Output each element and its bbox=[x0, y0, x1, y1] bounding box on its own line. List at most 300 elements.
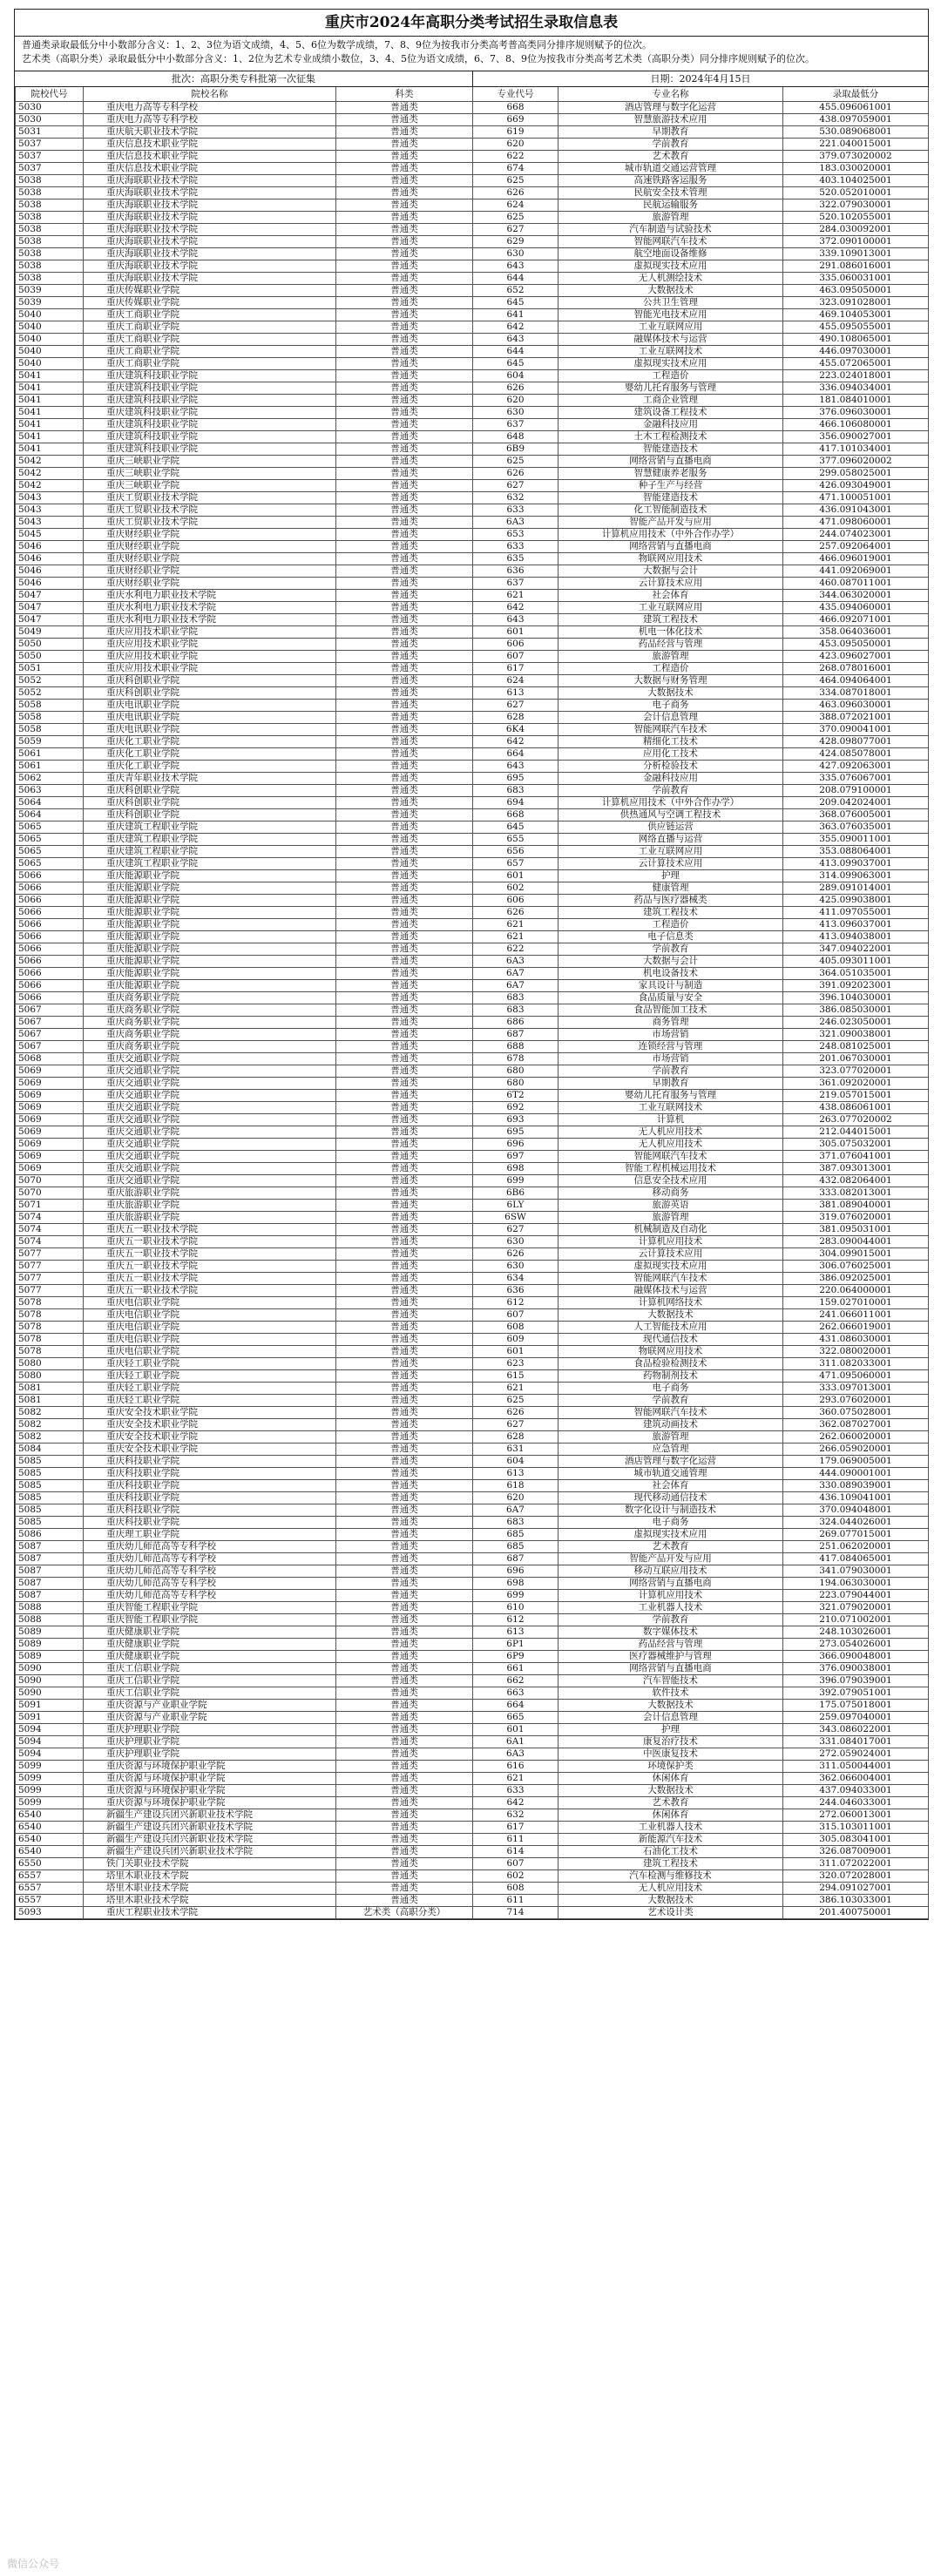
cell-school-name: 重庆轻工职业学院 bbox=[84, 1358, 336, 1370]
cell-school-code: 5042 bbox=[16, 480, 84, 492]
table-row bbox=[16, 858, 929, 870]
table-row bbox=[16, 309, 929, 321]
cell-category: 普通类 bbox=[336, 1212, 473, 1224]
cell-school-name: 重庆轻工职业学院 bbox=[84, 1370, 336, 1383]
cell-school-name: 重庆电信职业学院 bbox=[84, 1322, 336, 1334]
cell-school-code: 5069 bbox=[16, 1102, 84, 1114]
cell-category: 普通类 bbox=[336, 1444, 473, 1456]
cell-major-code: 627 bbox=[473, 1419, 559, 1431]
cell-category: 普通类 bbox=[336, 1480, 473, 1492]
cell-min-score: 241.066011001 bbox=[783, 1309, 929, 1322]
cell-major-code: 601 bbox=[473, 1724, 559, 1736]
cell-school-code: 5078 bbox=[16, 1346, 84, 1358]
cell-category: 普通类 bbox=[336, 895, 473, 907]
table-row bbox=[16, 943, 929, 956]
cell-school-code: 5051 bbox=[16, 663, 84, 675]
cell-min-score: 244.074023001 bbox=[783, 529, 929, 541]
cell-min-score: 334.087018001 bbox=[783, 687, 929, 700]
cell-school-name: 重庆电信职业学院 bbox=[84, 1334, 336, 1346]
cell-major-code: 696 bbox=[473, 1139, 559, 1151]
cell-major-code: 620 bbox=[473, 395, 559, 407]
cell-major-name: 药物制剂技术 bbox=[559, 1370, 783, 1383]
cell-category: 普通类 bbox=[336, 443, 473, 456]
cell-min-score: 336.094034001 bbox=[783, 382, 929, 395]
cell-major-name: 汽车检测与维修技术 bbox=[559, 1870, 783, 1883]
cell-major-code: 602 bbox=[473, 882, 559, 895]
cell-major-code: 613 bbox=[473, 1468, 559, 1480]
cell-school-code: 5037 bbox=[16, 151, 84, 163]
cell-min-score: 331.084017001 bbox=[783, 1736, 929, 1748]
cell-min-score: 201.400750001 bbox=[783, 1907, 929, 1919]
cell-school-code: 5082 bbox=[16, 1431, 84, 1444]
cell-major-code: 601 bbox=[473, 870, 559, 882]
cell-major-code: 698 bbox=[473, 1578, 559, 1590]
table-row bbox=[16, 1187, 929, 1200]
cell-school-code: 5080 bbox=[16, 1358, 84, 1370]
cell-category: 普通类 bbox=[336, 212, 473, 224]
cell-category: 普通类 bbox=[336, 602, 473, 614]
cell-major-name: 大数据技术 bbox=[559, 1895, 783, 1907]
cell-school-code: 5082 bbox=[16, 1419, 84, 1431]
cell-min-score: 219.057015001 bbox=[783, 1090, 929, 1102]
cell-major-name: 网络营销与直播电商 bbox=[559, 541, 783, 553]
cell-school-name: 重庆交通职业学院 bbox=[84, 1163, 336, 1175]
cell-school-code: 5067 bbox=[16, 1029, 84, 1041]
cell-category: 普通类 bbox=[336, 675, 473, 687]
cell-major-name: 婴幼儿托育服务与管理 bbox=[559, 1090, 783, 1102]
cell-school-code: 5038 bbox=[16, 175, 84, 187]
table-row bbox=[16, 1809, 929, 1822]
cell-major-code: 611 bbox=[473, 1895, 559, 1907]
cell-major-name: 智能网联汽车技术 bbox=[559, 1407, 783, 1419]
cell-school-name: 重庆能源职业学院 bbox=[84, 882, 336, 895]
cell-category: 普通类 bbox=[336, 565, 473, 578]
cell-major-name: 学前教育 bbox=[559, 1614, 783, 1626]
cell-major-name: 智能网联汽车技术 bbox=[559, 236, 783, 248]
cell-major-code: 616 bbox=[473, 1761, 559, 1773]
cell-min-score: 333.097013001 bbox=[783, 1383, 929, 1395]
cell-major-name: 药品经营与管理 bbox=[559, 1639, 783, 1651]
page-title: 重庆市2024年高职分类考试招生录取信息表 bbox=[15, 10, 928, 37]
cell-school-name: 重庆资源与产业职业学院 bbox=[84, 1700, 336, 1712]
cell-school-name: 重庆旅游职业学院 bbox=[84, 1200, 336, 1212]
cell-school-name: 重庆交通职业学院 bbox=[84, 1114, 336, 1126]
cell-school-name: 重庆建筑工程职业学院 bbox=[84, 821, 336, 834]
table-row bbox=[16, 1590, 929, 1602]
cell-major-name: 虚拟现实技术应用 bbox=[559, 1529, 783, 1541]
table-row bbox=[16, 553, 929, 565]
cell-school-name: 重庆智能工程职业学院 bbox=[84, 1614, 336, 1626]
cell-school-name: 重庆建筑科技职业学院 bbox=[84, 431, 336, 443]
cell-school-code: 5090 bbox=[16, 1663, 84, 1675]
table-row bbox=[16, 1151, 929, 1163]
cell-major-code: 663 bbox=[473, 1687, 559, 1700]
cell-min-score: 179.069005001 bbox=[783, 1456, 929, 1468]
cell-major-name: 休闲体育 bbox=[559, 1773, 783, 1785]
cell-category: 普通类 bbox=[336, 1883, 473, 1895]
cell-school-name: 重庆交通职业学院 bbox=[84, 1139, 336, 1151]
cell-min-score: 436.109041001 bbox=[783, 1492, 929, 1504]
cell-major-name: 数字媒体技术 bbox=[559, 1626, 783, 1639]
cell-min-score: 520.102055001 bbox=[783, 212, 929, 224]
cell-school-code: 5046 bbox=[16, 553, 84, 565]
cell-category: 普通类 bbox=[336, 761, 473, 773]
cell-category: 普通类 bbox=[336, 1651, 473, 1663]
cell-category: 普通类 bbox=[336, 992, 473, 1004]
cell-major-name: 应急管理 bbox=[559, 1444, 783, 1456]
table-row bbox=[16, 1370, 929, 1383]
cell-category: 普通类 bbox=[336, 931, 473, 943]
cell-major-code: 678 bbox=[473, 1053, 559, 1065]
cell-major-code: 607 bbox=[473, 651, 559, 663]
cell-major-name: 无人机应用技术 bbox=[559, 1139, 783, 1151]
cell-school-name: 重庆信息技术职业学院 bbox=[84, 139, 336, 151]
cell-school-code: 5041 bbox=[16, 370, 84, 382]
cell-school-code: 5046 bbox=[16, 541, 84, 553]
table-row bbox=[16, 297, 929, 309]
cell-school-name: 重庆轻工职业学院 bbox=[84, 1395, 336, 1407]
table-row bbox=[16, 224, 929, 236]
cell-major-code: 627 bbox=[473, 224, 559, 236]
table-row bbox=[16, 273, 929, 285]
table-row bbox=[16, 1102, 929, 1114]
cell-school-name: 重庆科技职业学院 bbox=[84, 1492, 336, 1504]
cell-category: 普通类 bbox=[336, 431, 473, 443]
cell-major-name: 现代通信技术 bbox=[559, 1334, 783, 1346]
table-row bbox=[16, 919, 929, 931]
cell-major-code: 607 bbox=[473, 1309, 559, 1322]
cell-category: 普通类 bbox=[336, 748, 473, 761]
cell-major-name: 计算机应用技术（中外合作办学） bbox=[559, 529, 783, 541]
cell-major-code: 621 bbox=[473, 590, 559, 602]
cell-major-name: 智能网联汽车技术 bbox=[559, 724, 783, 736]
cell-school-name: 重庆资源与环境保护职业学院 bbox=[84, 1761, 336, 1773]
table-row bbox=[16, 1858, 929, 1870]
cell-min-score: 246.023050001 bbox=[783, 1017, 929, 1029]
cell-major-name: 智能产品开发与应用 bbox=[559, 1553, 783, 1565]
cell-min-score: 358.064036001 bbox=[783, 626, 929, 639]
table-row bbox=[16, 1017, 929, 1029]
cell-min-score: 266.059020001 bbox=[783, 1444, 929, 1456]
cell-major-name: 融媒体技术与运营 bbox=[559, 1285, 783, 1297]
cell-category: 普通类 bbox=[336, 736, 473, 748]
cell-category: 普通类 bbox=[336, 1419, 473, 1431]
cell-major-code: 687 bbox=[473, 1553, 559, 1565]
admission-table bbox=[15, 87, 929, 1919]
cell-school-name: 新疆生产建设兵团兴新职业技术学院 bbox=[84, 1809, 336, 1822]
cell-school-code: 5067 bbox=[16, 1017, 84, 1029]
cell-school-code: 5046 bbox=[16, 565, 84, 578]
cell-major-code: 680 bbox=[473, 1078, 559, 1090]
cell-min-score: 363.076035001 bbox=[783, 821, 929, 834]
cell-major-code: 683 bbox=[473, 1517, 559, 1529]
cell-major-name: 康复治疗技术 bbox=[559, 1736, 783, 1748]
cell-min-score: 428.098077001 bbox=[783, 736, 929, 748]
cell-major-name: 智慧旅游技术应用 bbox=[559, 114, 783, 126]
cell-min-score: 269.077015001 bbox=[783, 1529, 929, 1541]
cell-school-code: 5066 bbox=[16, 870, 84, 882]
cell-major-name: 工业互联网应用 bbox=[559, 321, 783, 334]
cell-school-code: 5087 bbox=[16, 1590, 84, 1602]
table-row bbox=[16, 395, 929, 407]
cell-category: 普通类 bbox=[336, 1809, 473, 1822]
col-header-major-code: 专业代号 bbox=[473, 87, 559, 102]
cell-school-name: 重庆科技职业学院 bbox=[84, 1504, 336, 1517]
table-row bbox=[16, 931, 929, 943]
cell-major-code: 714 bbox=[473, 1907, 559, 1919]
cell-major-code: 643 bbox=[473, 260, 559, 273]
table-row bbox=[16, 1504, 929, 1517]
cell-major-code: 6A7 bbox=[473, 968, 559, 980]
note-general: 普通类录取最低分中小数部分含义：1、2、3位为语文成绩，4、5、6位为数学成绩，7、8、9位为按我市分类高考普高类同分排序规则赋予的位次。 bbox=[22, 39, 652, 51]
cell-category: 普通类 bbox=[336, 1065, 473, 1078]
cell-category: 普通类 bbox=[336, 1053, 473, 1065]
cell-category: 普通类 bbox=[336, 199, 473, 212]
table-row bbox=[16, 1883, 929, 1895]
cell-min-score: 175.075018001 bbox=[783, 1700, 929, 1712]
table-row bbox=[16, 1846, 929, 1858]
cell-category: 普通类 bbox=[336, 919, 473, 931]
cell-major-code: 653 bbox=[473, 529, 559, 541]
cell-category: 普通类 bbox=[336, 1663, 473, 1675]
cell-major-code: 674 bbox=[473, 163, 559, 175]
cell-min-score: 181.084010001 bbox=[783, 395, 929, 407]
cell-min-score: 438.097059001 bbox=[783, 114, 929, 126]
cell-category: 普通类 bbox=[336, 175, 473, 187]
cell-school-name: 新疆生产建设兵团兴新职业技术学院 bbox=[84, 1846, 336, 1858]
table-row bbox=[16, 614, 929, 626]
cell-major-name: 网络营销与直播电商 bbox=[559, 1663, 783, 1675]
cell-school-code: 5052 bbox=[16, 675, 84, 687]
cell-category: 普通类 bbox=[336, 980, 473, 992]
table-row bbox=[16, 590, 929, 602]
cell-school-name: 重庆建筑科技职业学院 bbox=[84, 370, 336, 382]
cell-major-code: 617 bbox=[473, 1822, 559, 1834]
cell-major-name: 机械制造及自动化 bbox=[559, 1224, 783, 1236]
cell-major-code: 698 bbox=[473, 1163, 559, 1175]
cell-school-code: 5058 bbox=[16, 724, 84, 736]
table-row bbox=[16, 1822, 929, 1834]
table-row bbox=[16, 663, 929, 675]
cell-major-name: 旅游管理 bbox=[559, 1431, 783, 1444]
cell-min-score: 272.059024001 bbox=[783, 1748, 929, 1761]
cell-min-score: 436.091043001 bbox=[783, 504, 929, 517]
cell-category: 普通类 bbox=[336, 382, 473, 395]
cell-school-name: 重庆护理职业学院 bbox=[84, 1736, 336, 1748]
cell-min-score: 370.090041001 bbox=[783, 724, 929, 736]
cell-school-code: 5085 bbox=[16, 1504, 84, 1517]
cell-category: 普通类 bbox=[336, 1468, 473, 1480]
cell-school-name: 重庆交通职业学院 bbox=[84, 1151, 336, 1163]
cell-major-code: 612 bbox=[473, 1614, 559, 1626]
cell-school-name: 重庆化工职业学院 bbox=[84, 761, 336, 773]
cell-school-name: 新疆生产建设兵团兴新职业技术学院 bbox=[84, 1822, 336, 1834]
cell-major-code: 627 bbox=[473, 700, 559, 712]
cell-min-score: 294.091027001 bbox=[783, 1883, 929, 1895]
cell-school-name: 重庆能源职业学院 bbox=[84, 956, 336, 968]
cell-school-name: 重庆财经职业学院 bbox=[84, 553, 336, 565]
table-row bbox=[16, 675, 929, 687]
cell-school-code: 5038 bbox=[16, 199, 84, 212]
table-row bbox=[16, 1297, 929, 1309]
watermark: 微信公众号 bbox=[7, 2558, 60, 2570]
cell-category: 普通类 bbox=[336, 1504, 473, 1517]
cell-school-code: 5038 bbox=[16, 260, 84, 273]
cell-school-name: 重庆商务职业学院 bbox=[84, 992, 336, 1004]
cell-major-code: 606 bbox=[473, 895, 559, 907]
table-row bbox=[16, 736, 929, 748]
cell-school-name: 重庆科技职业学院 bbox=[84, 1480, 336, 1492]
cell-min-score: 366.090048001 bbox=[783, 1651, 929, 1663]
cell-major-code: 632 bbox=[473, 492, 559, 504]
cell-major-name: 计算机应用技术（中外合作办学） bbox=[559, 797, 783, 809]
cell-major-code: 623 bbox=[473, 1358, 559, 1370]
cell-min-score: 291.086016001 bbox=[783, 260, 929, 273]
cell-school-name: 重庆信息技术职业学院 bbox=[84, 151, 336, 163]
table-row bbox=[16, 1834, 929, 1846]
cell-category: 普通类 bbox=[336, 1151, 473, 1163]
cell-school-code: 5038 bbox=[16, 224, 84, 236]
cell-major-name: 虚拟现实技术应用 bbox=[559, 1261, 783, 1273]
cell-category: 普通类 bbox=[336, 1261, 473, 1273]
cell-school-code: 5038 bbox=[16, 248, 84, 260]
cell-min-score: 321.079020001 bbox=[783, 1602, 929, 1614]
cell-major-code: 613 bbox=[473, 1626, 559, 1639]
score-notes bbox=[15, 37, 928, 71]
table-row bbox=[16, 578, 929, 590]
cell-min-score: 417.084065001 bbox=[783, 1553, 929, 1565]
cell-min-score: 194.063030001 bbox=[783, 1578, 929, 1590]
cell-school-code: 5040 bbox=[16, 309, 84, 321]
cell-category: 普通类 bbox=[336, 821, 473, 834]
cell-school-code: 5068 bbox=[16, 1053, 84, 1065]
cell-school-code: 5078 bbox=[16, 1334, 84, 1346]
cell-min-score: 208.079100001 bbox=[783, 785, 929, 797]
cell-school-code: 5091 bbox=[16, 1700, 84, 1712]
col-header-school-code: 院校代号 bbox=[16, 87, 84, 102]
cell-major-name: 药品经营与管理 bbox=[559, 639, 783, 651]
cell-school-code: 5077 bbox=[16, 1273, 84, 1285]
col-header-min-score: 录取最低分 bbox=[783, 87, 929, 102]
cell-major-name: 智能网联汽车技术 bbox=[559, 1273, 783, 1285]
cell-school-code: 5041 bbox=[16, 431, 84, 443]
cell-school-code: 5066 bbox=[16, 895, 84, 907]
cell-min-score: 460.087011001 bbox=[783, 578, 929, 590]
cell-min-score: 324.044026001 bbox=[783, 1517, 929, 1529]
cell-school-code: 5047 bbox=[16, 602, 84, 614]
cell-school-name: 重庆建筑科技职业学院 bbox=[84, 407, 336, 419]
cell-school-name: 重庆电信职业学院 bbox=[84, 1346, 336, 1358]
cell-category: 普通类 bbox=[336, 492, 473, 504]
cell-major-name: 大数据技术 bbox=[559, 687, 783, 700]
cell-category: 普通类 bbox=[336, 1456, 473, 1468]
table-row bbox=[16, 492, 929, 504]
cell-major-code: 628 bbox=[473, 1431, 559, 1444]
cell-school-code: 5089 bbox=[16, 1651, 84, 1663]
cell-min-score: 248.081025001 bbox=[783, 1041, 929, 1053]
table-row bbox=[16, 1029, 929, 1041]
cell-school-name: 重庆财经职业学院 bbox=[84, 529, 336, 541]
cell-category: 普通类 bbox=[336, 260, 473, 273]
table-row bbox=[16, 1553, 929, 1565]
table-row bbox=[16, 639, 929, 651]
cell-major-name: 网络直播与运营 bbox=[559, 834, 783, 846]
cell-major-name: 连锁经营与管理 bbox=[559, 1041, 783, 1053]
cell-major-name: 食品质量与安全 bbox=[559, 992, 783, 1004]
cell-min-score: 417.101034001 bbox=[783, 443, 929, 456]
cell-major-code: 661 bbox=[473, 1663, 559, 1675]
cell-min-score: 425.099038001 bbox=[783, 895, 929, 907]
cell-category: 普通类 bbox=[336, 724, 473, 736]
cell-min-score: 361.092020001 bbox=[783, 1078, 929, 1090]
col-header-school-name: 院校名称 bbox=[84, 87, 336, 102]
cell-major-code: 614 bbox=[473, 1846, 559, 1858]
cell-min-score: 438.086061001 bbox=[783, 1102, 929, 1114]
table-row bbox=[16, 1309, 929, 1322]
cell-school-code: 5085 bbox=[16, 1456, 84, 1468]
cell-school-name: 重庆五一职业技术学院 bbox=[84, 1224, 336, 1236]
cell-min-score: 360.075028001 bbox=[783, 1407, 929, 1419]
cell-school-name: 重庆工贸职业技术学院 bbox=[84, 492, 336, 504]
cell-min-score: 333.082013001 bbox=[783, 1187, 929, 1200]
cell-min-score: 262.066019001 bbox=[783, 1322, 929, 1334]
cell-min-score: 259.097040001 bbox=[783, 1712, 929, 1724]
cell-min-score: 314.099063001 bbox=[783, 870, 929, 882]
cell-major-name: 智能工程机械运用技术 bbox=[559, 1163, 783, 1175]
cell-major-name: 无人机应用技术 bbox=[559, 1883, 783, 1895]
cell-school-code: 5031 bbox=[16, 126, 84, 139]
cell-category: 普通类 bbox=[336, 1200, 473, 1212]
cell-min-score: 413.099037001 bbox=[783, 858, 929, 870]
cell-major-code: 656 bbox=[473, 846, 559, 858]
table-row bbox=[16, 1456, 929, 1468]
cell-school-code: 5042 bbox=[16, 456, 84, 468]
cell-school-code: 5065 bbox=[16, 834, 84, 846]
cell-school-name: 重庆电讯职业学院 bbox=[84, 724, 336, 736]
cell-min-score: 391.092023001 bbox=[783, 980, 929, 992]
table-row bbox=[16, 1212, 929, 1224]
cell-major-code: 608 bbox=[473, 1883, 559, 1895]
cell-school-name: 重庆交通职业学院 bbox=[84, 1126, 336, 1139]
table-row bbox=[16, 761, 929, 773]
table-row bbox=[16, 1163, 929, 1175]
cell-school-code: 6550 bbox=[16, 1858, 84, 1870]
cell-category: 普通类 bbox=[336, 273, 473, 285]
cell-major-code: 668 bbox=[473, 809, 559, 821]
cell-school-code: 6540 bbox=[16, 1822, 84, 1834]
cell-major-name: 早期教育 bbox=[559, 126, 783, 139]
cell-min-score: 453.095050001 bbox=[783, 639, 929, 651]
cell-major-code: 626 bbox=[473, 382, 559, 395]
cell-school-code: 5088 bbox=[16, 1602, 84, 1614]
table-row bbox=[16, 175, 929, 187]
cell-min-score: 322.080020001 bbox=[783, 1346, 929, 1358]
cell-major-name: 医疗器械维护与管理 bbox=[559, 1651, 783, 1663]
cell-school-code: 5043 bbox=[16, 517, 84, 529]
cell-major-name: 计算机网络技术 bbox=[559, 1297, 783, 1309]
cell-school-name: 重庆海联职业技术学院 bbox=[84, 248, 336, 260]
table-row bbox=[16, 1565, 929, 1578]
cell-category: 艺术类（高职分类） bbox=[336, 1907, 473, 1919]
cell-category: 普通类 bbox=[336, 1541, 473, 1553]
cell-school-name: 重庆科创职业学院 bbox=[84, 675, 336, 687]
cell-category: 普通类 bbox=[336, 1090, 473, 1102]
cell-major-code: 602 bbox=[473, 1870, 559, 1883]
cell-category: 普通类 bbox=[336, 480, 473, 492]
cell-min-score: 262.060020001 bbox=[783, 1431, 929, 1444]
cell-major-code: 626 bbox=[473, 187, 559, 199]
cell-category: 普通类 bbox=[336, 858, 473, 870]
